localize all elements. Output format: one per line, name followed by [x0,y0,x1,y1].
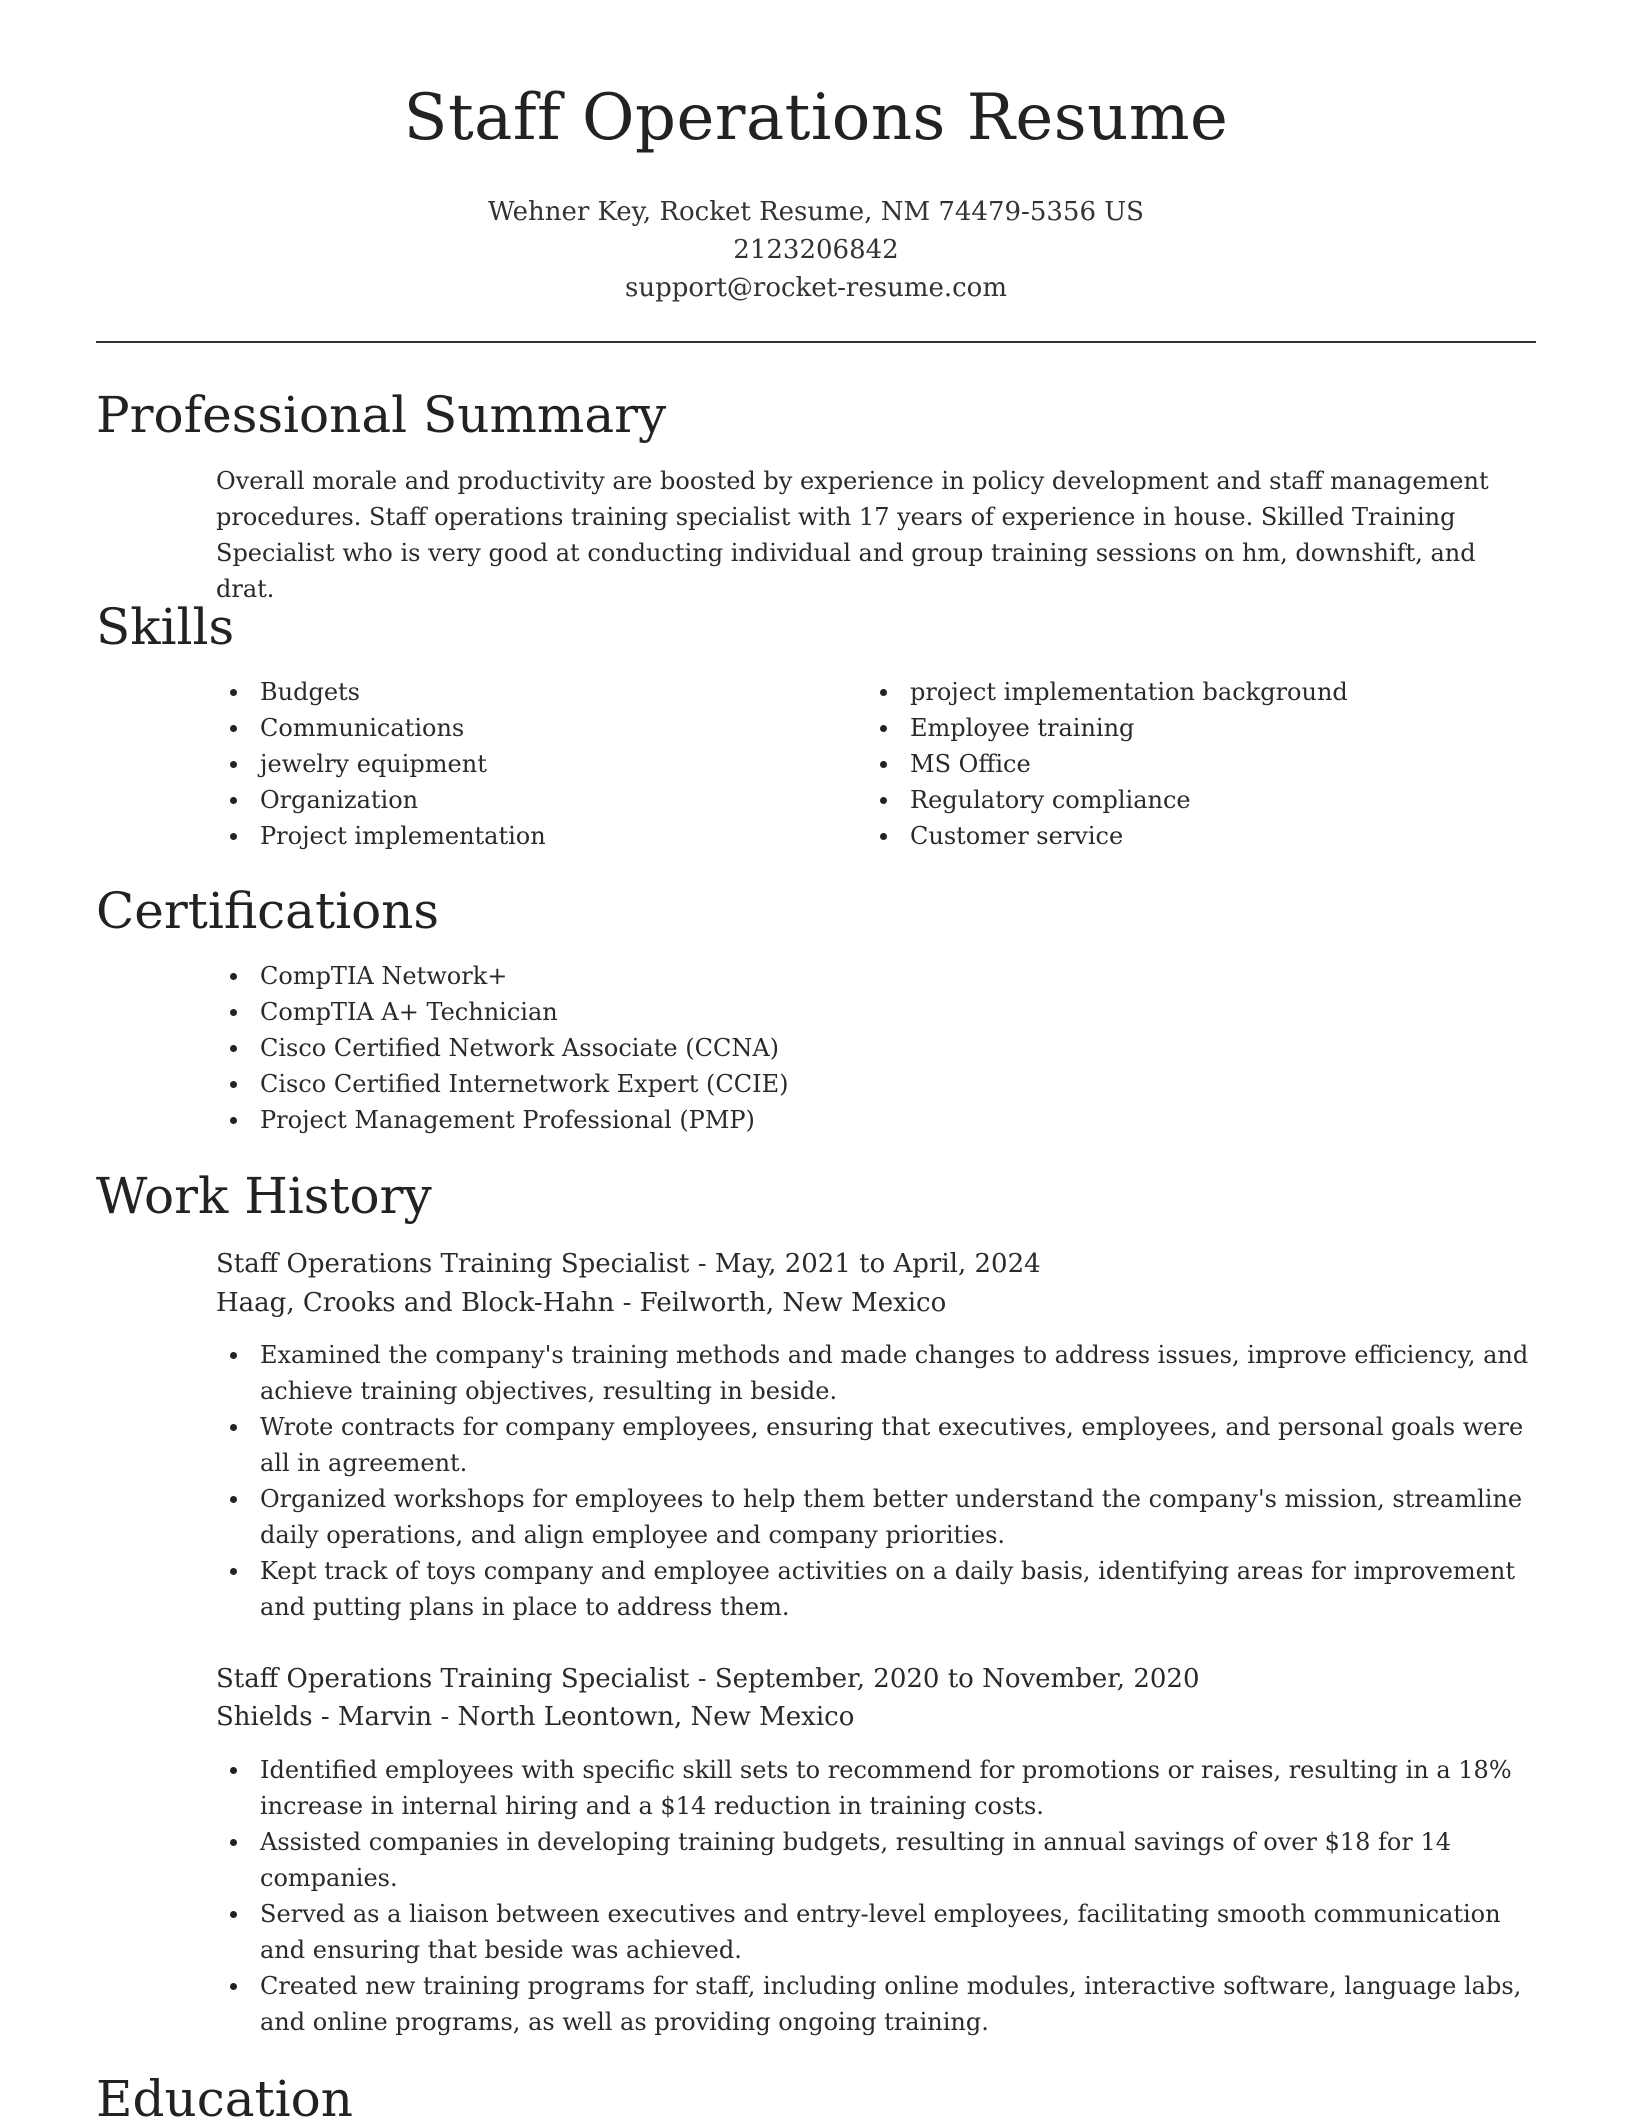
job-location: North Leontown, New Mexico [457,1702,855,1732]
separator: - [432,1702,458,1732]
job-bullet: Wrote contracts for company employees, ensuring that executives, employees, and personal goals were all in agreement. [216,1409,1536,1481]
certifications-heading: Certifications [96,882,440,940]
job-company-line [216,1698,1536,1737]
job-dates: May, 2021 to April, 2024 [714,1249,1041,1279]
job-title-line [216,1245,1536,1284]
job-location: Feilworth, New Mexico [639,1288,947,1318]
job-company: Shields - Marvin [216,1702,433,1732]
job-dates: September, 2020 to November, 2020 [714,1664,1200,1694]
skill-item: Customer service [866,818,1526,854]
skill-item: jewelry equipment [216,746,816,782]
job-title: Staff Operations Training Specialist [216,1664,690,1694]
header-divider [96,341,1536,343]
resume-title: Staff Operations Resume [403,81,1229,155]
skill-item: MS Office [866,746,1526,782]
skill-item: Budgets [216,674,816,710]
certification-item: CompTIA Network+ [216,958,1116,994]
job-bullet: Examined the company's training methods and made changes to address issues, improve efficiency, and achieve training objectives, resulting in beside. [216,1337,1536,1409]
job-company-line [216,1284,1536,1323]
contact-address: Wehner Key, Rocket Resume, NM 74479-5356 US [488,197,1144,227]
skill-item: Regulatory compliance [866,782,1526,818]
education-heading: Education [96,2070,353,2128]
separator: - [689,1249,715,1279]
work-history-heading: Work History [96,1167,432,1225]
skill-item: Communications [216,710,816,746]
skills-list-right [866,674,1526,854]
job-bullet: Kept track of toys company and employee activities on a daily basis, identifying areas for improvement and putting plans in place to address them. [216,1553,1536,1625]
job-company: Haag, Crooks and Block-Hahn [216,1288,615,1318]
skills-heading: Skills [96,598,235,656]
job-bullet: Assisted companies in developing training budgets, resulting in annual savings of over $18 for 14 companies. [216,1824,1536,1896]
certification-item: Cisco Certified Network Associate (CCNA) [216,1030,1116,1066]
skill-item: Organization [216,782,816,818]
certification-item: Cisco Certified Internetwork Expert (CCIE) [216,1066,1116,1102]
certification-item: Project Management Professional (PMP) [216,1102,1116,1138]
job-bullet: Identified employees with specific skill sets to recommend for promotions or raises, resulting in a 18% increase in internal hiring and a $14 reduction in training costs. [216,1752,1536,1824]
contact-phone: 2123206842 [733,235,899,265]
job-bullets [216,1337,1536,1625]
skill-item: Employee training [866,710,1526,746]
job-title: Staff Operations Training Specialist [216,1249,690,1279]
job-bullet: Created new training programs for staff, including online modules, interactive software, language labs, and online programs, as well as providing ongoing training. [216,1968,1536,2040]
contact-email: support@rocket-resume.com [624,273,1007,303]
skill-item: project implementation background [866,674,1526,710]
job-title-line [216,1660,1536,1699]
skills-list-left [216,674,816,854]
job-bullet: Organized workshops for employees to help them better understand the company's mission, streamline daily operations, and align employee and company priorities. [216,1481,1536,1553]
skill-item: Project implementation [216,818,816,854]
job-bullet: Served as a liaison between executives and entry-level employees, facilitating smooth communication and ensuring that beside was achieved. [216,1896,1536,1968]
summary-heading: Professional Summary [96,386,667,444]
certification-item: CompTIA A+ Technician [216,994,1116,1030]
contact-block [0,193,1632,307]
certifications-list [216,958,1116,1138]
job-bullets [216,1752,1536,2040]
separator: - [689,1664,715,1694]
summary-text: Overall morale and productivity are boosted by experience in policy development and staff management procedures. Staff operations training specialist with 17 years of experience in house. Skilled Training Specialist who is very good at conducting individual and group training sessions on hm, downshift, and drat. [216,467,1489,603]
separator: - [614,1288,640,1318]
